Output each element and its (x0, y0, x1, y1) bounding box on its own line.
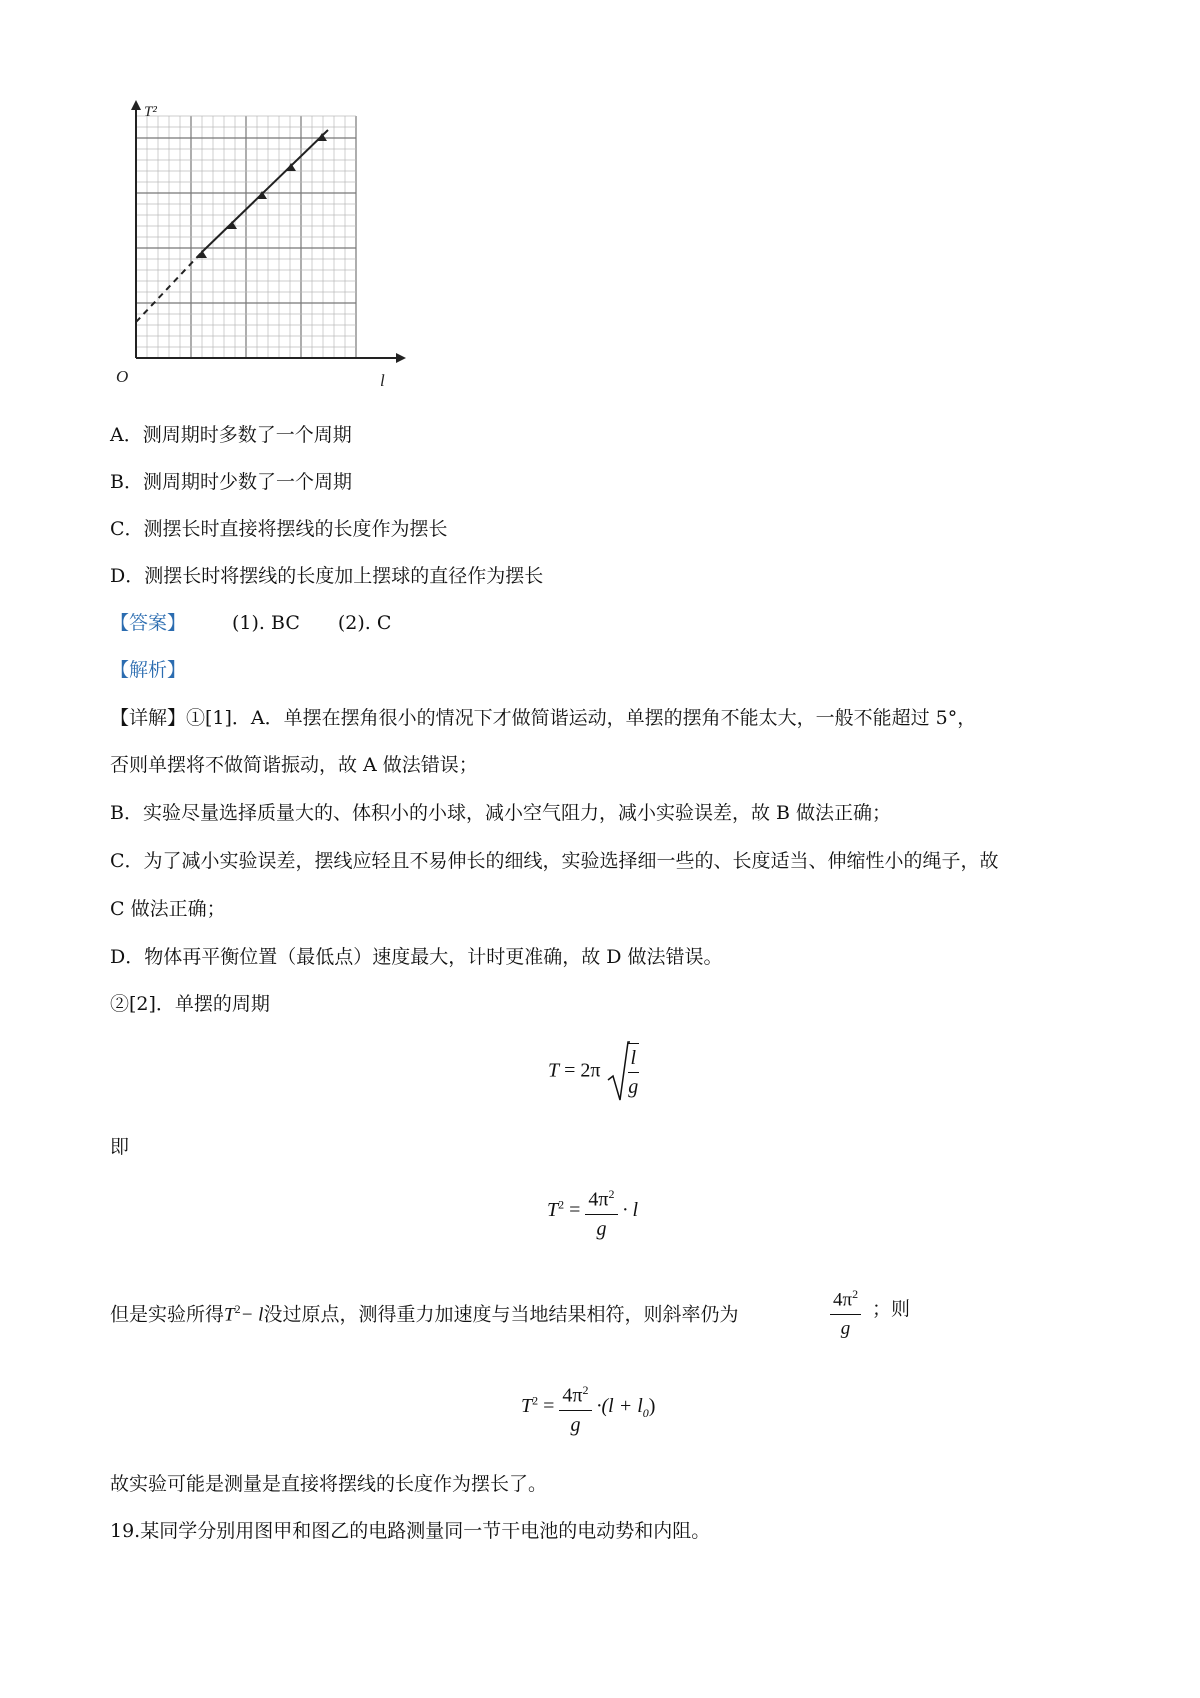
data-point (286, 163, 296, 171)
option-c: C．测摆长时直接将摆线的长度作为摆长 (110, 518, 448, 540)
next-question: 19.某同学分别用图甲和图乙的电路测量同一节干电池的电动势和内阻。 (110, 1520, 711, 1542)
detail-line-4: C．为了减小实验误差，摆线应轻且不易伸长的细线，实验选择细一些的、长度适当、伸缩性小的绳子，故 (110, 850, 999, 872)
answer-part1: (1). BC (232, 612, 300, 634)
graph-grid (136, 116, 356, 358)
equation-t-squared-offset: $T^2$ = $\frac{4\pi^2}{g}$ $\cdot(l + l_0)$ (521, 1376, 655, 1439)
x-axis-arrow (396, 353, 406, 363)
data-point (257, 191, 267, 199)
detail-line-6: D．物体再平衡位置（最低点）速度最大，计时更准确，故 D 做法错误。 (110, 946, 723, 968)
answer-line (110, 610, 391, 636)
y-axis-label: T² (144, 104, 157, 120)
detail-line-3: B．实验尽量选择质量大的、体积小的小球，减小空气阻力，减小实验误差，故 B 做法正确； (110, 802, 892, 824)
detail-line-8-end: ；则 (872, 1298, 911, 1320)
ji-label: 即 (110, 1136, 130, 1158)
x-axis-label: l (380, 371, 385, 390)
option-b: B．测周期时少数了一个周期 (110, 471, 352, 493)
origin-label: O (116, 367, 129, 386)
data-point (317, 133, 327, 141)
detail-line-8: 但是实验所得$T^2- l$没过原点，测得重力加速度与当地结果相符，则斜率仍为 (110, 1302, 739, 1326)
equation-period: T = 2π $\frac{l}{g}$ (548, 1040, 639, 1104)
option-d: D．测摆长时将摆线的长度加上摆球的直径作为摆长 (110, 565, 544, 587)
sqrt-sign (606, 1040, 630, 1104)
detail-line-2: 否则单摆将不做简谐振动，故 A 做法错误； (110, 754, 478, 776)
detail-line-7: ②[2]．单摆的周期 (110, 993, 270, 1015)
data-point (197, 250, 207, 258)
y-axis-arrow (131, 100, 141, 110)
t-squared-vs-length-graph (110, 100, 410, 400)
answer-label: 【答案】 (110, 612, 187, 634)
equation-t-squared: $T^2$ = $\frac{4\pi^2}{g}$ · l (547, 1180, 638, 1243)
detail-line-1: 【详解】①[1]．A．单摆在摆角很小的情况下才做简谐运动，单摆的摆角不能太大，一般不能超过 5°， (110, 707, 977, 729)
detail-line-5: C 做法正确； (110, 898, 226, 920)
conclusion: 故实验可能是测量是直接将摆线的长度作为摆长了。 (110, 1473, 548, 1495)
answer-part2: (2). C (337, 612, 392, 634)
inline-slope-fraction: $\frac{4\pi^2}{g}$ (830, 1280, 861, 1343)
fit-line-solid (202, 130, 328, 252)
analysis-label: 【解析】 (110, 659, 187, 681)
option-a: A．测周期时多数了一个周期 (110, 424, 352, 446)
